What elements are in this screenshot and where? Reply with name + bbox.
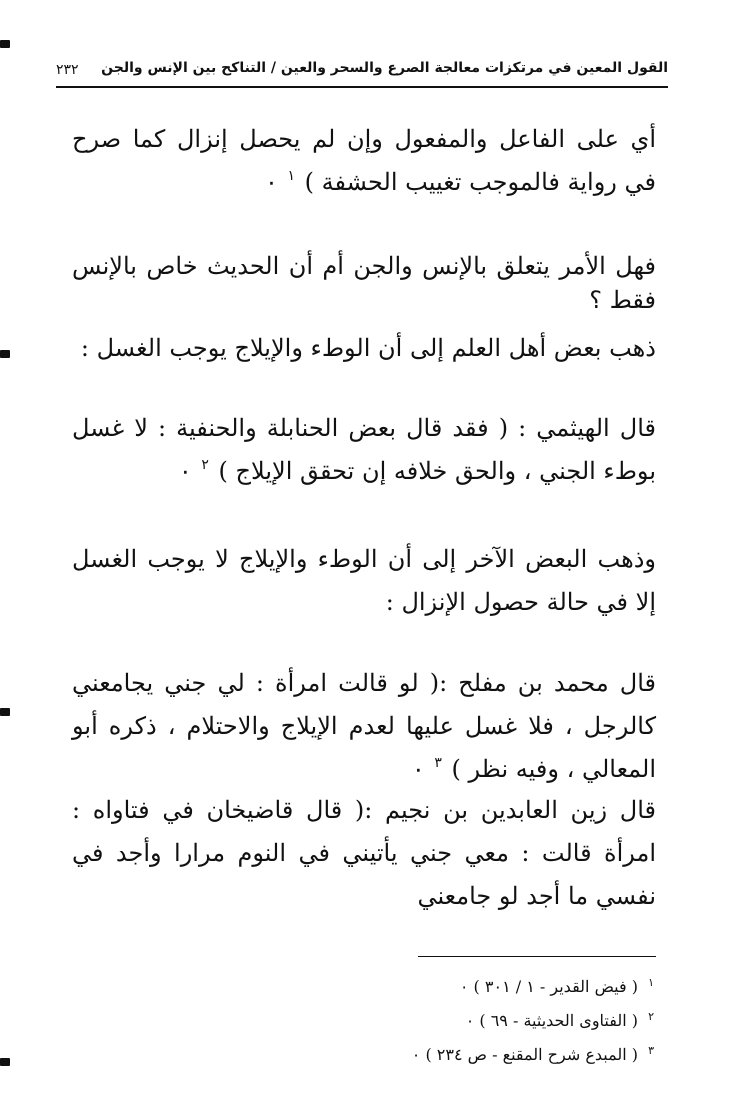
paragraph-1-text: أي على الفاعل والمفعول وإن لم يحصل إنزال كما صرح في رواية فالموجب تغييب الحشفة ): [72, 125, 656, 196]
paragraph-4-text: قال الهيثمي : ( فقد قال بعض الحنابلة والحنفية : لا غسل بوطء الجني ، والحق خلافه إن تحقق الإيلاج ): [72, 414, 656, 485]
paragraph-5-text: وذهب البعض الآخر إلى أن الوطء والإيلاج لا يوجب الغسل إلا في حالة حصول الإنزال :: [72, 545, 656, 616]
paragraph-6-text: قال محمد بن مفلح :( لو قالت امرأة : لي جني يجامعني كالرجل ، فلا غسل عليها لعدم الإيلاج والاحتلام ، ذكره أبو المعالي ، وفيه نظر ): [72, 669, 656, 783]
footnote-2-text: ( الفتاوى الحديثية - ٦٩ ) ٠: [465, 1011, 638, 1030]
paragraph-7-text: قال زين العابدين بن نجيم :( قال قاضيخان في فتاواه : امرأة قالت : معي جني يأتيني في النوم مرارا وأجد في نفسي ما أجد لو جامعني: [72, 796, 656, 910]
footnote-reference-3: ٣: [434, 755, 442, 771]
paragraph-7: [72, 789, 656, 918]
running-header: [56, 54, 668, 88]
footnote-1: [334, 970, 654, 1004]
footnote-2-number: ٢: [648, 1010, 654, 1023]
footnotes: [334, 970, 654, 1072]
footnote-3: [334, 1038, 654, 1072]
left-margin-scan-mark: [0, 350, 10, 358]
footnote-1-text: ( فيض القدير - ١ / ٣٠١ ) ٠: [459, 977, 638, 996]
footnote-separator: [418, 956, 656, 957]
footnote-3-number: ٣: [648, 1044, 654, 1057]
paragraph-6-end-mark: ٠: [411, 755, 425, 783]
footnote-3-text: ( المبدع شرح المقنع - ص ٢٣٤ ) ٠: [411, 1045, 638, 1064]
left-margin-scan-mark: [0, 708, 10, 716]
paragraph-2: [72, 249, 656, 317]
footnote-reference-1: ١: [287, 168, 295, 184]
paragraph-3: [72, 331, 656, 365]
footnote-reference-2: ٢: [201, 457, 209, 473]
paragraph-4-end-mark: ٠: [178, 457, 192, 485]
paragraph-2-text: فهل الأمر يتعلق بالإنس والجن أم أن الحديث خاص بالإنس فقط ؟: [72, 252, 656, 314]
page-number: ٢٣٢: [56, 62, 79, 78]
paragraph-1-end-mark: ٠: [264, 168, 278, 196]
paragraph-5: [72, 538, 656, 624]
paragraph-1: [72, 118, 656, 208]
left-margin-scan-mark: [0, 40, 10, 48]
paragraph-6: [72, 662, 656, 795]
paragraph-3-text: ذهب بعض أهل العلم إلى أن الوطء والإيلاج يوجب الغسل :: [80, 334, 656, 362]
left-margin-scan-mark: [0, 1058, 10, 1066]
header-rule: [56, 86, 668, 88]
book-title: القول المعين في مرتكزات معالجة الصرع والسحر والعين / التناكح بين الإنس والجن: [101, 60, 668, 76]
paragraph-4: [72, 407, 656, 497]
footnote-1-number: ١: [648, 976, 654, 989]
footnote-2: [334, 1004, 654, 1038]
